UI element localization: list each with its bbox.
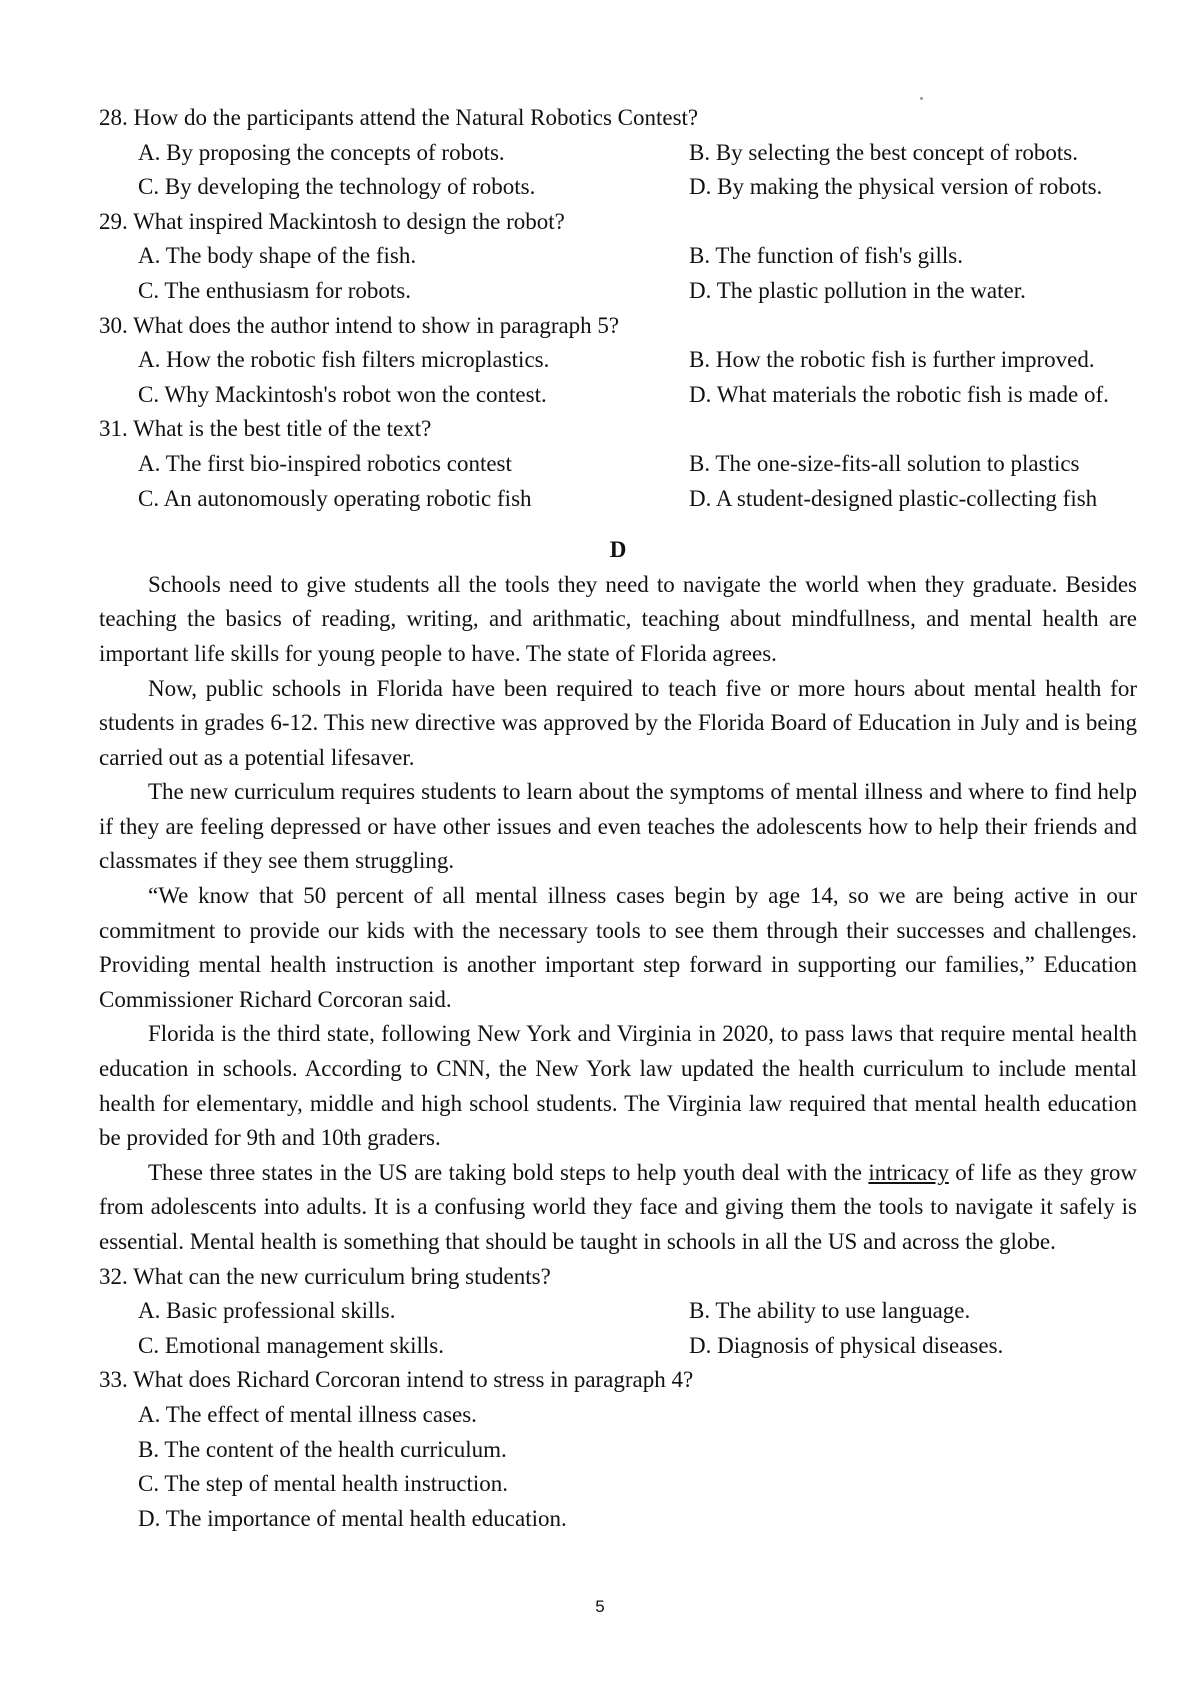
option-b: B. The one-size-fits-all solution to plastics (689, 450, 1080, 476)
paragraph-text: These three states in the US are taking bold steps to help youth deal with the (148, 1159, 869, 1185)
section-title: D (609, 537, 627, 563)
option-d: D. The plastic pollution in the water. (689, 277, 1026, 303)
option-row (99, 447, 1137, 482)
question-31 (99, 412, 1137, 516)
option-row (99, 136, 1137, 171)
passage-paragraph-1: Schools need to give students all the tools they need to navigate the world when they graduate. Besides teaching the basics of reading, writing, and arithmatic, teaching about mindfullness, and mental health are important life skills for young people to have. The state of Florida agrees. (99, 571, 1137, 666)
option-b: B. The ability to use language. (689, 1298, 971, 1324)
reading-passage (99, 568, 1137, 1260)
option-d: D. What materials the robotic fish is made of. (689, 381, 1109, 407)
option-row (99, 482, 1137, 517)
option-a: A. The body shape of the fish. (138, 243, 417, 269)
option-c: C. By developing the technology of robots. (138, 174, 536, 200)
option-a: A. By proposing the concepts of robots. (138, 139, 505, 165)
option-a: A. How the robotic fish filters microplastics. (138, 347, 550, 373)
option-row (99, 343, 1137, 378)
scan-speck (920, 97, 923, 100)
page-content (99, 101, 1137, 1536)
option-c: C. Emotional management skills. (138, 1332, 444, 1358)
option-b: B. By selecting the best concept of robots. (689, 139, 1079, 165)
question-29 (99, 205, 1137, 309)
option-row (99, 239, 1137, 274)
page-number: 5 (595, 1597, 605, 1616)
option-d: D. Diagnosis of physical diseases. (689, 1332, 1004, 1358)
option-row (99, 378, 1137, 413)
option-d: D. By making the physical version of robots. (689, 174, 1103, 200)
question-stem: 28. How do the participants attend the Natural Robotics Contest? (99, 105, 699, 130)
passage-paragraph-5: Florida is the third state, following New York and Virginia in 2020, to pass laws that require mental health education in schools. According to CNN, the New York law updated the health curriculum to include mental health for elementary, middle and high school students. The Virginia law required that mental health education be provided for 9th and 10th graders. (99, 1021, 1137, 1151)
question-stem: 33. What does Richard Corcoran intend to stress in paragraph 4? (99, 1367, 694, 1393)
option-a: A. Basic professional skills. (138, 1298, 396, 1324)
option-c: C. An autonomously operating robotic fish (138, 485, 532, 511)
passage-paragraph-6 (99, 1156, 1137, 1260)
option-row (99, 170, 1137, 205)
underlined-word: intricacy (868, 1159, 949, 1185)
option-d: D. The importance of mental health education. (138, 1505, 567, 1531)
option-c: C. The enthusiasm for robots. (138, 277, 411, 303)
question-30 (99, 309, 1137, 413)
option-row (99, 1329, 1137, 1364)
option-b: B. The function of fish's gills. (689, 243, 963, 269)
question-stem: 30. What does the author intend to show in paragraph 5? (99, 312, 620, 338)
option-a: A. The effect of mental illness cases. (138, 1401, 477, 1427)
option-c: C. Why Mackintosh's robot won the contest. (138, 381, 547, 407)
question-stem: 29. What inspired Mackintosh to design the robot? (99, 208, 565, 234)
passage-paragraph-2: Now, public schools in Florida have been required to teach five or more hours about mental health for students in grades 6-12. This new directive was approved by the Florida Board of Education in July and is being carried out as a potential lifesaver. (99, 675, 1137, 770)
option-row (99, 274, 1137, 309)
passage-paragraph-4: “We know that 50 percent of all mental illness cases begin by age 14, so we are being active in our commitment to provide our kids with the necessary tools to see them through their successes and challenges. Providing mental health instruction is another important step forward in supporting our families,” Education Commissioner Richard Corcoran said. (99, 883, 1137, 1012)
option-c: C. The step of mental health instruction. (138, 1471, 509, 1497)
question-33 (99, 1363, 1137, 1536)
option-b: B. The content of the health curriculum. (138, 1436, 507, 1462)
question-28 (99, 101, 1137, 205)
option-d: D. A student-designed plastic-collecting fish (689, 485, 1098, 511)
question-32 (99, 1260, 1137, 1364)
question-stem: 32. What can the new curriculum bring students? (99, 1263, 551, 1289)
passage-paragraph-3: The new curriculum requires students to learn about the symptoms of mental illness and where to find help if they are feeling depressed or have other issues and even teaches the adolescents how to help their friends and classmates if they see them struggling. (99, 779, 1137, 874)
paragraph-text: of life as they grow from adolescents into adults. It is a confusing world they face and giving them the tools to navigate it safely is essential. Mental health is something that should be taught in schools in all the US and across the globe. (99, 1159, 1137, 1254)
option-row (99, 1294, 1137, 1329)
option-a: A. The first bio-inspired robotics contest (138, 450, 512, 476)
option-b: B. How the robotic fish is further improved. (689, 347, 1095, 373)
question-stem: 31. What is the best title of the text? (99, 416, 432, 442)
